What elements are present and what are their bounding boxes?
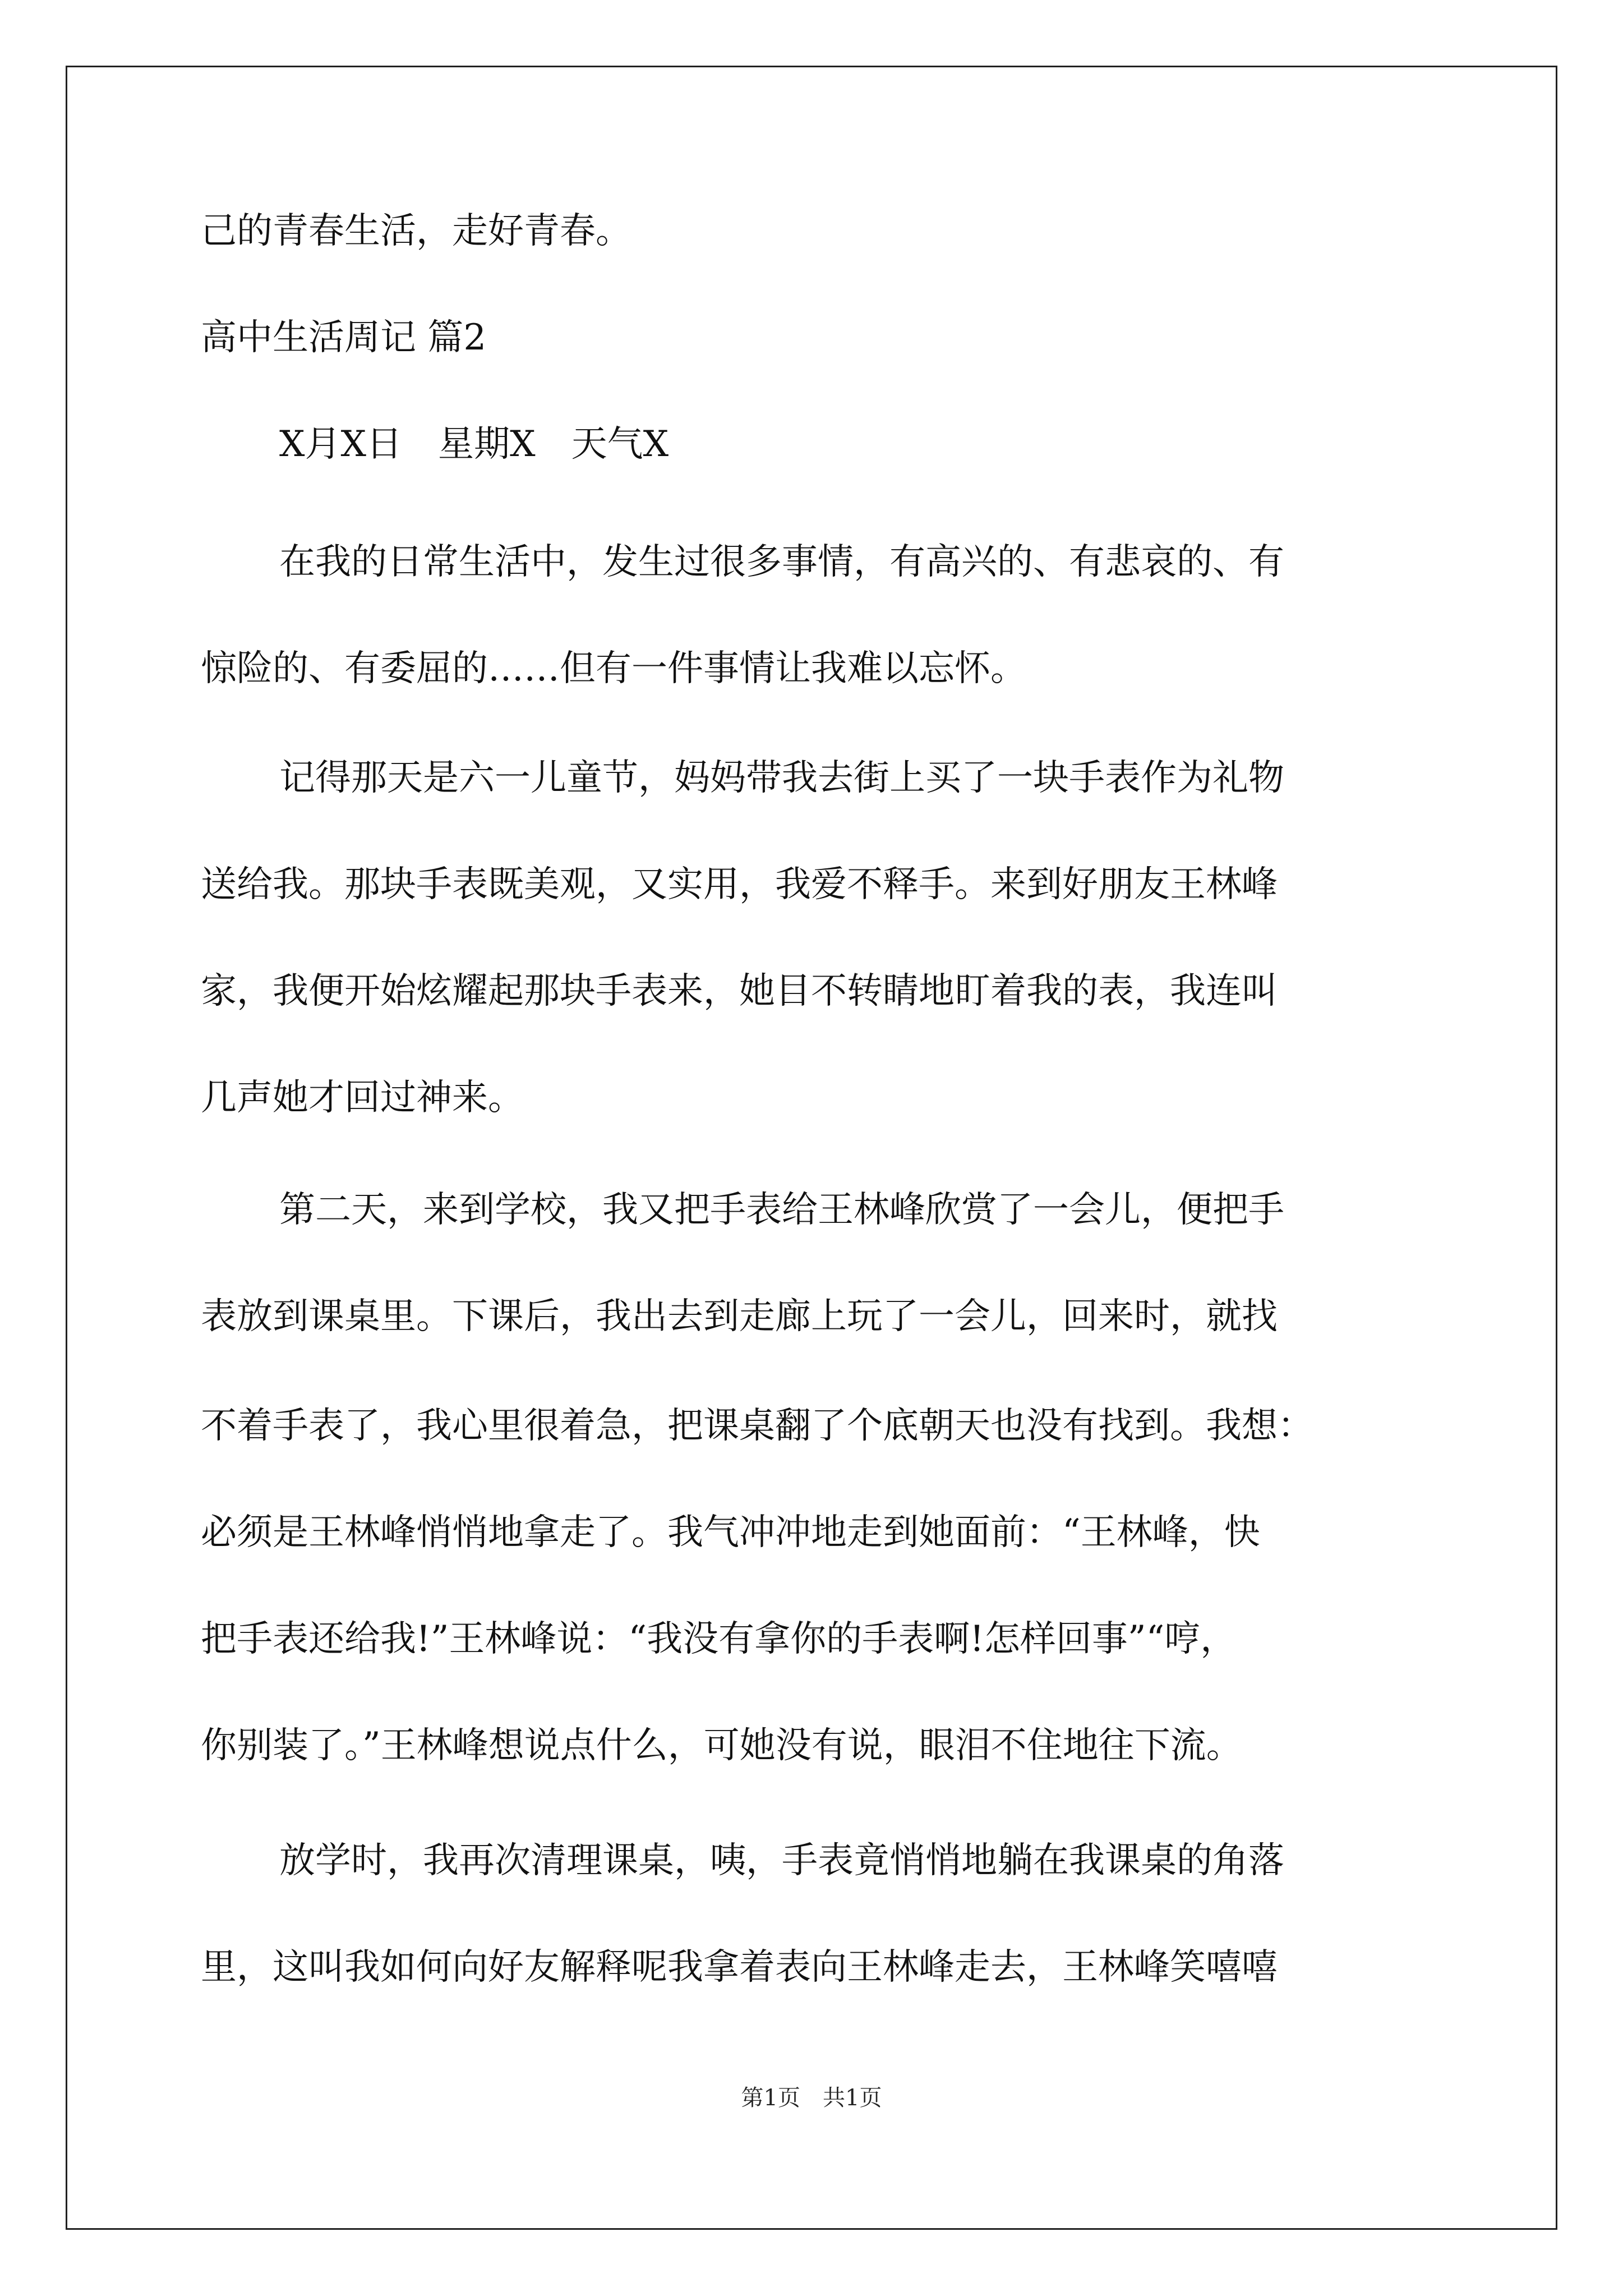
text-line: 己的青春生活，走好青春。 [201, 210, 631, 252]
text-line: 几声她才回过神来。 [201, 1077, 524, 1119]
text-line: 第二天，来到学校，我又把手表给王林峰欣赏了一会儿，便把手 [279, 1189, 1284, 1231]
text-line: 必须是王林峰悄悄地拿走了。我气冲冲地走到她面前：“王林峰，快 [201, 1512, 1260, 1553]
text-line: 家，我便开始炫耀起那块手表来，她目不转睛地盯着我的表，我连叫 [201, 970, 1278, 1012]
text-line: 送给我。那块手表既美观，又实用，我爱不释手。来到好朋友王林峰 [201, 864, 1278, 905]
text-line: 惊险的、有委屈的……但有一件事情让我难以忘怀。 [201, 648, 1026, 689]
text-line: 里，这叫我如何向好友解释呢我拿着表向王林峰走去，王林峰笑嘻嘻 [201, 1947, 1278, 1988]
text-line: 把手表还给我!”王林峰说：“我没有拿你的手表啊!怎样回事”“哼， [201, 1618, 1237, 1660]
text-line: 表放到课桌里。下课后，我出去到走廊上玩了一会儿，回来时，就找 [201, 1296, 1278, 1337]
text-line: 不着手表了，我心里很着急，把课桌翻了个底朝天也没有找到。我想： [201, 1405, 1313, 1447]
text-line: 记得那天是六一儿童节，妈妈带我去街上买了一块手表作为礼物 [279, 757, 1284, 799]
text-line: 你别装了。”王林峰想说点什么，可她没有说，眼泪不住地往下流。 [201, 1725, 1242, 1766]
page-number-footer: 第1页 共1页 [741, 2085, 882, 2111]
text-line: 在我的日常生活中，发生过很多事情，有高兴的、有悲哀的、有 [279, 541, 1284, 583]
section-heading: 高中生活周记 篇2 [201, 317, 487, 358]
page-border [66, 66, 1557, 2230]
diary-date-line: X月X日 星期X 天气X [279, 424, 669, 465]
text-line: 放学时，我再次清理课桌，咦，手表竟悄悄地躺在我课桌的角落 [279, 1840, 1284, 1881]
